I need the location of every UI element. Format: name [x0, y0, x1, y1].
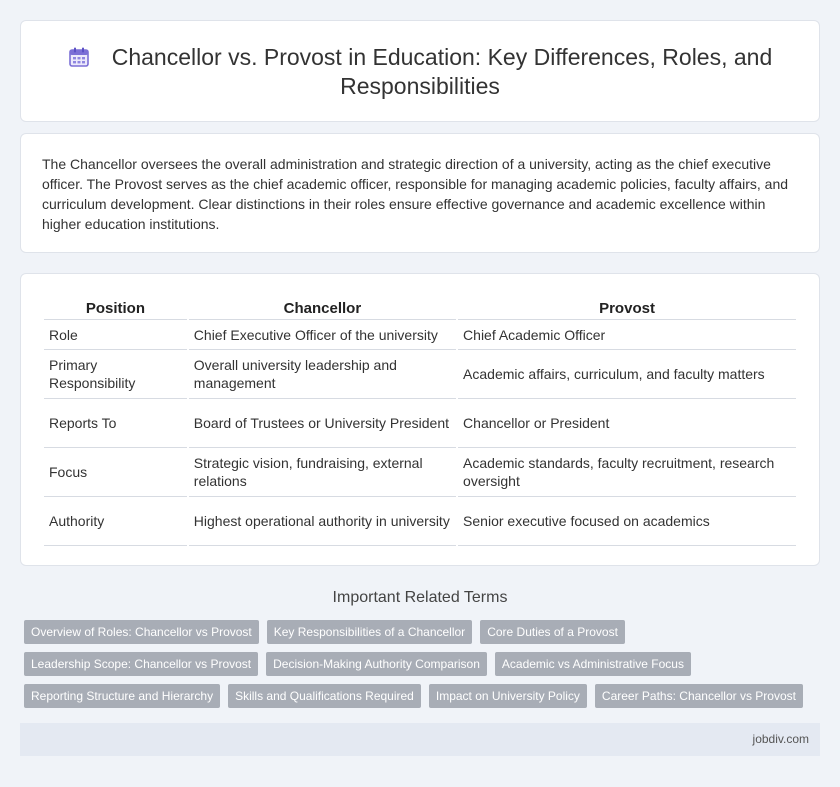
related-tag[interactable]: Leadership Scope: Chancellor vs Provost	[24, 652, 258, 676]
comparison-table-card	[20, 273, 820, 566]
column-header-position: Position	[44, 294, 187, 320]
related-tag[interactable]: Key Responsibilities of a Chancellor	[267, 620, 472, 644]
table-row	[44, 399, 796, 448]
table-cell: Strategic vision, fundraising, external relations	[189, 448, 456, 497]
table-cell: Primary Responsibility	[44, 350, 187, 399]
footer	[20, 723, 820, 756]
calendar-icon	[68, 46, 90, 68]
footer-site-link[interactable]: jobdiv.com	[752, 732, 809, 746]
related-tag[interactable]: Impact on University Policy	[429, 684, 587, 708]
table-cell: Chief Executive Officer of the university	[189, 320, 456, 350]
related-tag[interactable]: Core Duties of a Provost	[480, 620, 625, 644]
table-cell: Chancellor or President	[458, 399, 796, 448]
intro-card	[20, 133, 820, 253]
column-header-chancellor: Chancellor	[189, 294, 456, 320]
table-cell: Authority	[44, 497, 187, 546]
related-tag[interactable]: Overview of Roles: Chancellor vs Provost	[24, 620, 259, 644]
related-tag[interactable]: Reporting Structure and Hierarchy	[24, 684, 220, 708]
table-cell: Senior executive focused on academics	[458, 497, 796, 546]
column-header-provost: Provost	[458, 294, 796, 320]
table-cell: Focus	[44, 448, 187, 497]
related-tags-row	[24, 620, 625, 644]
table-row	[44, 497, 796, 546]
related-tag[interactable]: Skills and Qualifications Required	[228, 684, 421, 708]
title-card	[20, 20, 820, 122]
intro-paragraph: The Chancellor oversees the overall administration and strategic direction of a university, acting as the chief executive officer. The Provost serves as the chief academic officer, responsible for managing academic policies, faculty affairs, and curriculum development. Clear distinctions in their roles ensure effective governance and academic excellence within higher education institutions.	[42, 156, 789, 232]
comparison-table	[42, 294, 798, 546]
table-row	[44, 448, 796, 497]
table-cell: Reports To	[44, 399, 187, 448]
table-cell: Highest operational authority in university	[189, 497, 456, 546]
table-cell: Academic affairs, curriculum, and faculty matters	[458, 350, 796, 399]
related-tags-row	[24, 652, 691, 676]
related-tag[interactable]: Academic vs Administrative Focus	[495, 652, 691, 676]
table-cell: Overall university leadership and management	[189, 350, 456, 399]
page-title: Chancellor vs. Provost in Education: Key Differences, Roles, and Responsibilities	[111, 44, 773, 99]
page-title-wrap	[61, 43, 779, 101]
table-cell: Academic standards, faculty recruitment, research oversight	[458, 448, 796, 497]
related-tags-row	[24, 684, 803, 708]
table-cell: Chief Academic Officer	[458, 320, 796, 350]
table-row	[44, 350, 796, 399]
table-header-row	[44, 294, 796, 320]
table-cell: Role	[44, 320, 187, 350]
related-tag[interactable]: Career Paths: Chancellor vs Provost	[595, 684, 803, 708]
table-row	[44, 320, 796, 350]
related-terms-heading: Important Related Terms	[332, 589, 508, 606]
table-cell: Board of Trustees or University President	[189, 399, 456, 448]
related-tag[interactable]: Decision-Making Authority Comparison	[266, 652, 487, 676]
